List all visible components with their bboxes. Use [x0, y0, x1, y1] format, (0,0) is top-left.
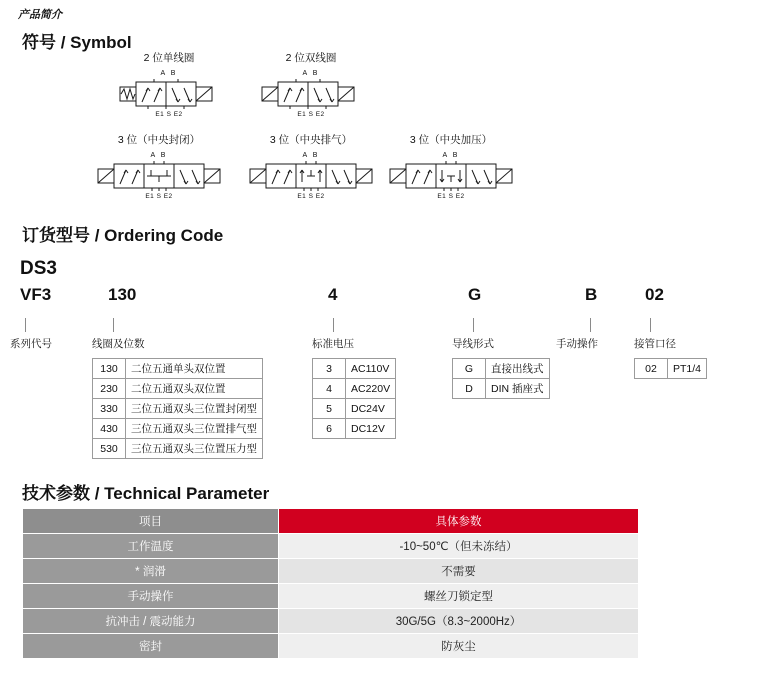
ordering-wire-options-table: [452, 358, 550, 399]
table-row: [313, 419, 396, 439]
table-row: [313, 399, 396, 419]
symbol-port-labels: A B: [302, 152, 320, 159]
wire-option-key: D: [453, 379, 486, 399]
symbol-bottom-labels: E1 S E2: [145, 193, 173, 200]
ordering-tick-coil: [113, 318, 114, 332]
port-option-desc: PT1/4: [668, 359, 707, 379]
ordering-tick-wire: [473, 318, 474, 332]
tech-item-cell: * 润滑: [23, 559, 279, 584]
symbol-pressure-center-3pos: [376, 132, 526, 201]
tech-value-cell: -10~50℃（但未冻结）: [279, 534, 639, 559]
table-header-item: 项目: [23, 509, 279, 534]
coil-option-desc: 三位五通双头三位置排气型: [126, 419, 263, 439]
technical-parameter-table: [22, 508, 639, 659]
ordering-port-options-table: [634, 358, 707, 379]
ordering-voltage-options-table: [312, 358, 396, 439]
symbol-closed-center-3pos: [84, 132, 234, 201]
symbol-double-coil-2pos: [246, 50, 376, 119]
ordering-code-coil: 130: [108, 285, 137, 304]
symbol-diagram-single-coil: [114, 78, 224, 110]
tech-value-cell: 防灰尘: [279, 634, 639, 659]
wire-option-key: G: [453, 359, 486, 379]
symbol-caption: 3 位（中央排气）: [269, 134, 353, 146]
symbol-caption: 3 位（中央封闭）: [117, 134, 201, 146]
ordering-caption-series: 系列代号: [10, 338, 52, 350]
ordering-code-manual: B: [585, 285, 598, 304]
voltage-option-desc: AC110V: [346, 359, 396, 379]
table-header-row: [23, 509, 639, 534]
ordering-tick-manual: [590, 318, 591, 332]
coil-option-desc: 二位五通双头双位置: [126, 379, 263, 399]
symbol-port-labels: A B: [160, 70, 178, 77]
voltage-option-desc: AC220V: [346, 379, 396, 399]
symbol-bottom-labels: E1 S E2: [297, 111, 325, 118]
ordering-series-line2: VF3: [20, 285, 52, 304]
table-row: [93, 379, 263, 399]
ordering-caption-voltage: 标准电压: [312, 338, 354, 350]
section-title-symbol: 符号 / Symbol: [22, 33, 132, 52]
tech-item-cell: 工作温度: [23, 534, 279, 559]
tech-item-cell: 手动操作: [23, 584, 279, 609]
coil-option-desc: 三位五通双头三位置压力型: [126, 439, 263, 459]
symbol-caption: 2 位双线圈: [285, 52, 337, 64]
symbol-single-coil-2pos: [104, 50, 234, 119]
ordering-tick-series: [25, 318, 26, 332]
table-row: [93, 439, 263, 459]
voltage-option-key: 3: [313, 359, 346, 379]
voltage-option-desc: DC12V: [346, 419, 396, 439]
voltage-option-key: 6: [313, 419, 346, 439]
ordering-caption-port: 接管口径: [634, 338, 676, 350]
table-row: [93, 399, 263, 419]
symbol-bottom-labels: E1 S E2: [297, 193, 325, 200]
symbol-diagram-exhaust-center: [246, 160, 376, 192]
ordering-tick-port: [650, 318, 651, 332]
symbol-caption: 3 位（中央加压）: [409, 134, 493, 146]
table-row: [453, 359, 550, 379]
symbol-diagram-pressure-center: [386, 160, 516, 192]
tech-value-cell: 不需要: [279, 559, 639, 584]
symbol-bottom-labels: E1 S E2: [155, 111, 183, 118]
table-row: [313, 379, 396, 399]
page-intro-label: 产品简介: [18, 9, 62, 21]
ordering-caption-manual: 手动操作: [556, 338, 598, 350]
symbol-port-labels: A B: [442, 152, 460, 159]
table-row: [635, 359, 707, 379]
ordering-code-voltage: 4: [328, 285, 338, 304]
tech-value-cell: 30G/5G（8.3~2000Hz）: [279, 609, 639, 634]
tech-value-cell: 螺丝刀锁定型: [279, 584, 639, 609]
ordering-code-wire: G: [468, 285, 482, 304]
voltage-option-key: 4: [313, 379, 346, 399]
ordering-tick-voltage: [333, 318, 334, 332]
table-row: [453, 379, 550, 399]
table-row: [23, 534, 639, 559]
table-row: [23, 559, 639, 584]
coil-option-key: 530: [93, 439, 126, 459]
symbol-diagram-closed-center: [94, 160, 224, 192]
table-row: [313, 359, 396, 379]
tech-item-cell: 密封: [23, 634, 279, 659]
section-title-ordering: 订货型号 / Ordering Code: [22, 226, 224, 245]
section-title-technical: 技术参数 / Technical Parameter: [22, 484, 270, 503]
ordering-series-line1: DS3: [20, 258, 57, 279]
port-option-key: 02: [635, 359, 668, 379]
symbol-bottom-labels: E1 S E2: [437, 193, 465, 200]
table-row: [23, 609, 639, 634]
symbol-caption: 2 位单线圈: [143, 52, 195, 64]
voltage-option-key: 5: [313, 399, 346, 419]
coil-option-key: 430: [93, 419, 126, 439]
coil-option-desc: 二位五通单头双位置: [126, 359, 263, 379]
wire-option-desc: 直接出线式: [486, 359, 550, 379]
ordering-caption-coil: 线圈及位数: [92, 338, 145, 350]
symbol-port-labels: A B: [150, 152, 168, 159]
table-row: [93, 359, 263, 379]
ordering-caption-wire: 导线形式: [452, 338, 494, 350]
symbol-exhaust-center-3pos: [236, 132, 386, 201]
voltage-option-desc: DC24V: [346, 399, 396, 419]
tech-item-cell: 抗冲击 / 震动能力: [23, 609, 279, 634]
coil-option-key: 130: [93, 359, 126, 379]
wire-option-desc: DIN 插座式: [486, 379, 550, 399]
table-row: [23, 634, 639, 659]
table-row: [23, 584, 639, 609]
table-header-value: 具体参数: [279, 509, 639, 534]
coil-option-key: 230: [93, 379, 126, 399]
coil-option-key: 330: [93, 399, 126, 419]
ordering-code-port: 02: [645, 285, 664, 304]
table-row: [93, 419, 263, 439]
symbol-diagram-double-coil: [256, 78, 366, 110]
coil-option-desc: 三位五通双头三位置封闭型: [126, 399, 263, 419]
ordering-coil-options-table: [92, 358, 263, 459]
symbol-port-labels: A B: [302, 70, 320, 77]
